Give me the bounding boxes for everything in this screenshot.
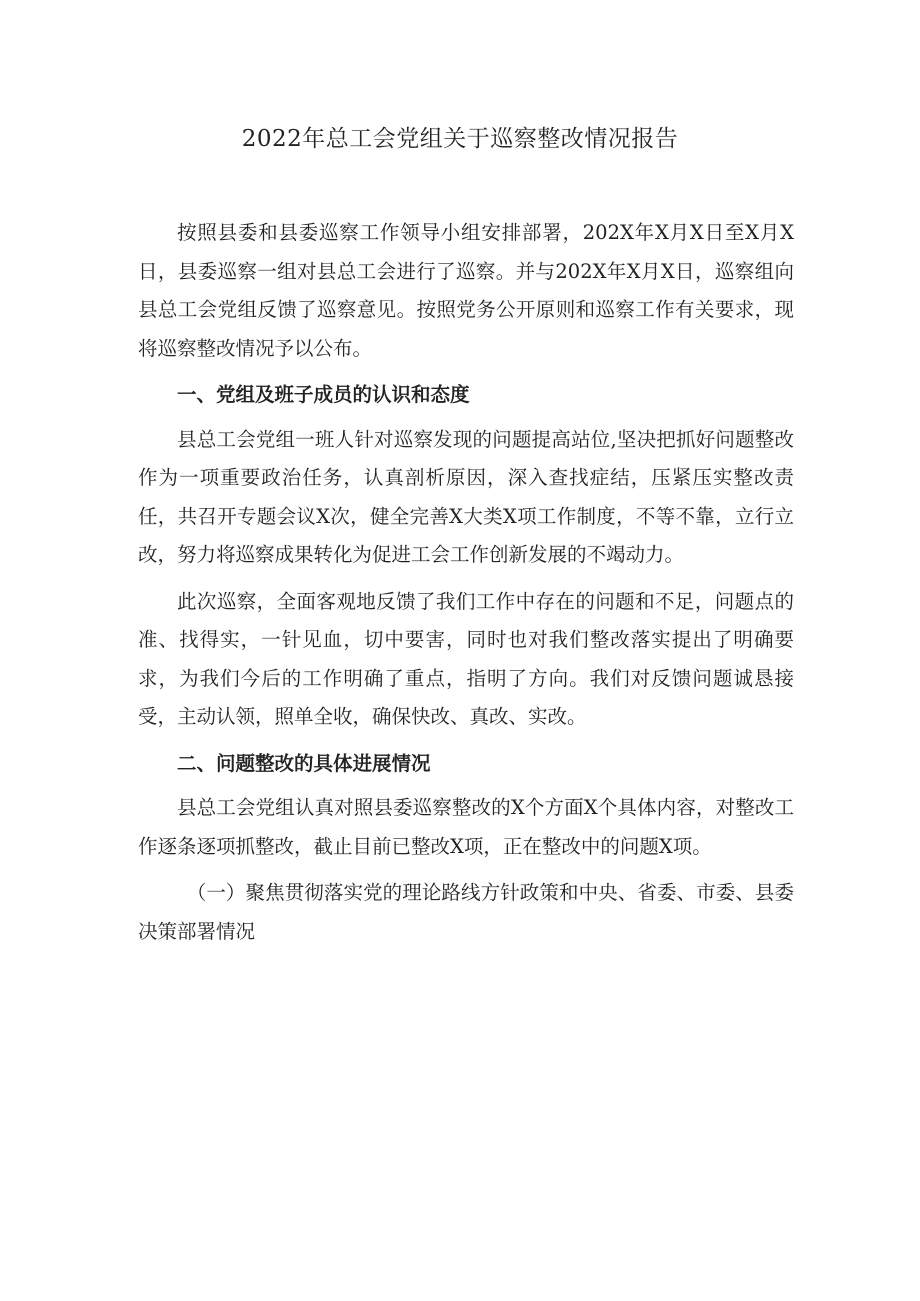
section-1-paragraph-1: 县总工会党组一班人针对巡察发现的问题提高站位,坚决把抓好问题整改作为一项重要政治任务，认真剖析原因，深入查找症结，压紧压实整改责任，共召开专题会议X次，健全完善X大类X项工作制度，不等不靠，立行立改，努力将巡察成果转化为促进工会工作创新发展的不竭动力。 [138,427,794,566]
intro-paragraph: 按照县委和县委巡察工作领导小组安排部署，202X年X月X日至X月X日，县委巡察一组对县总工会进行了巡察。并与202X年X月X日，巡察组向县总工会党组反馈了巡察意见。按照党务公开原则和巡察工作有关要求，现将巡察整改情况予以公布。 [138,221,794,360]
section-1-paragraph-2: 此次巡察，全面客观地反馈了我们工作中存在的问题和不足，问题点的准、找得实，一针见血，切中要害，同时也对我们整改落实提出了明确要求，为我们今后的工作明确了重点，指明了方向。我们对反馈问题诚恳接受，主动认领，照单全收，确保快改、真改、实改。 [138,589,794,728]
section-2-heading: 二、问题整改的具体进展情况 [177,751,431,775]
section-2-paragraph: 县总工会党组认真对照县委巡察整改的X个方面X个具体内容，对整改工作逐条逐项抓整改，截止目前已整改X项，正在整改中的问题X项。 [138,796,794,858]
section-2-subheading: （一）聚焦贯彻落实党的理论路线方针政策和中央、省委、市委、县委决策部署情况 [138,881,794,943]
section-1-heading: 一、党组及班子成员的认识和态度 [177,383,470,406]
document-title: 2022年总工会党组关于巡察整改情况报告 [241,126,679,152]
document-body [138,214,794,951]
